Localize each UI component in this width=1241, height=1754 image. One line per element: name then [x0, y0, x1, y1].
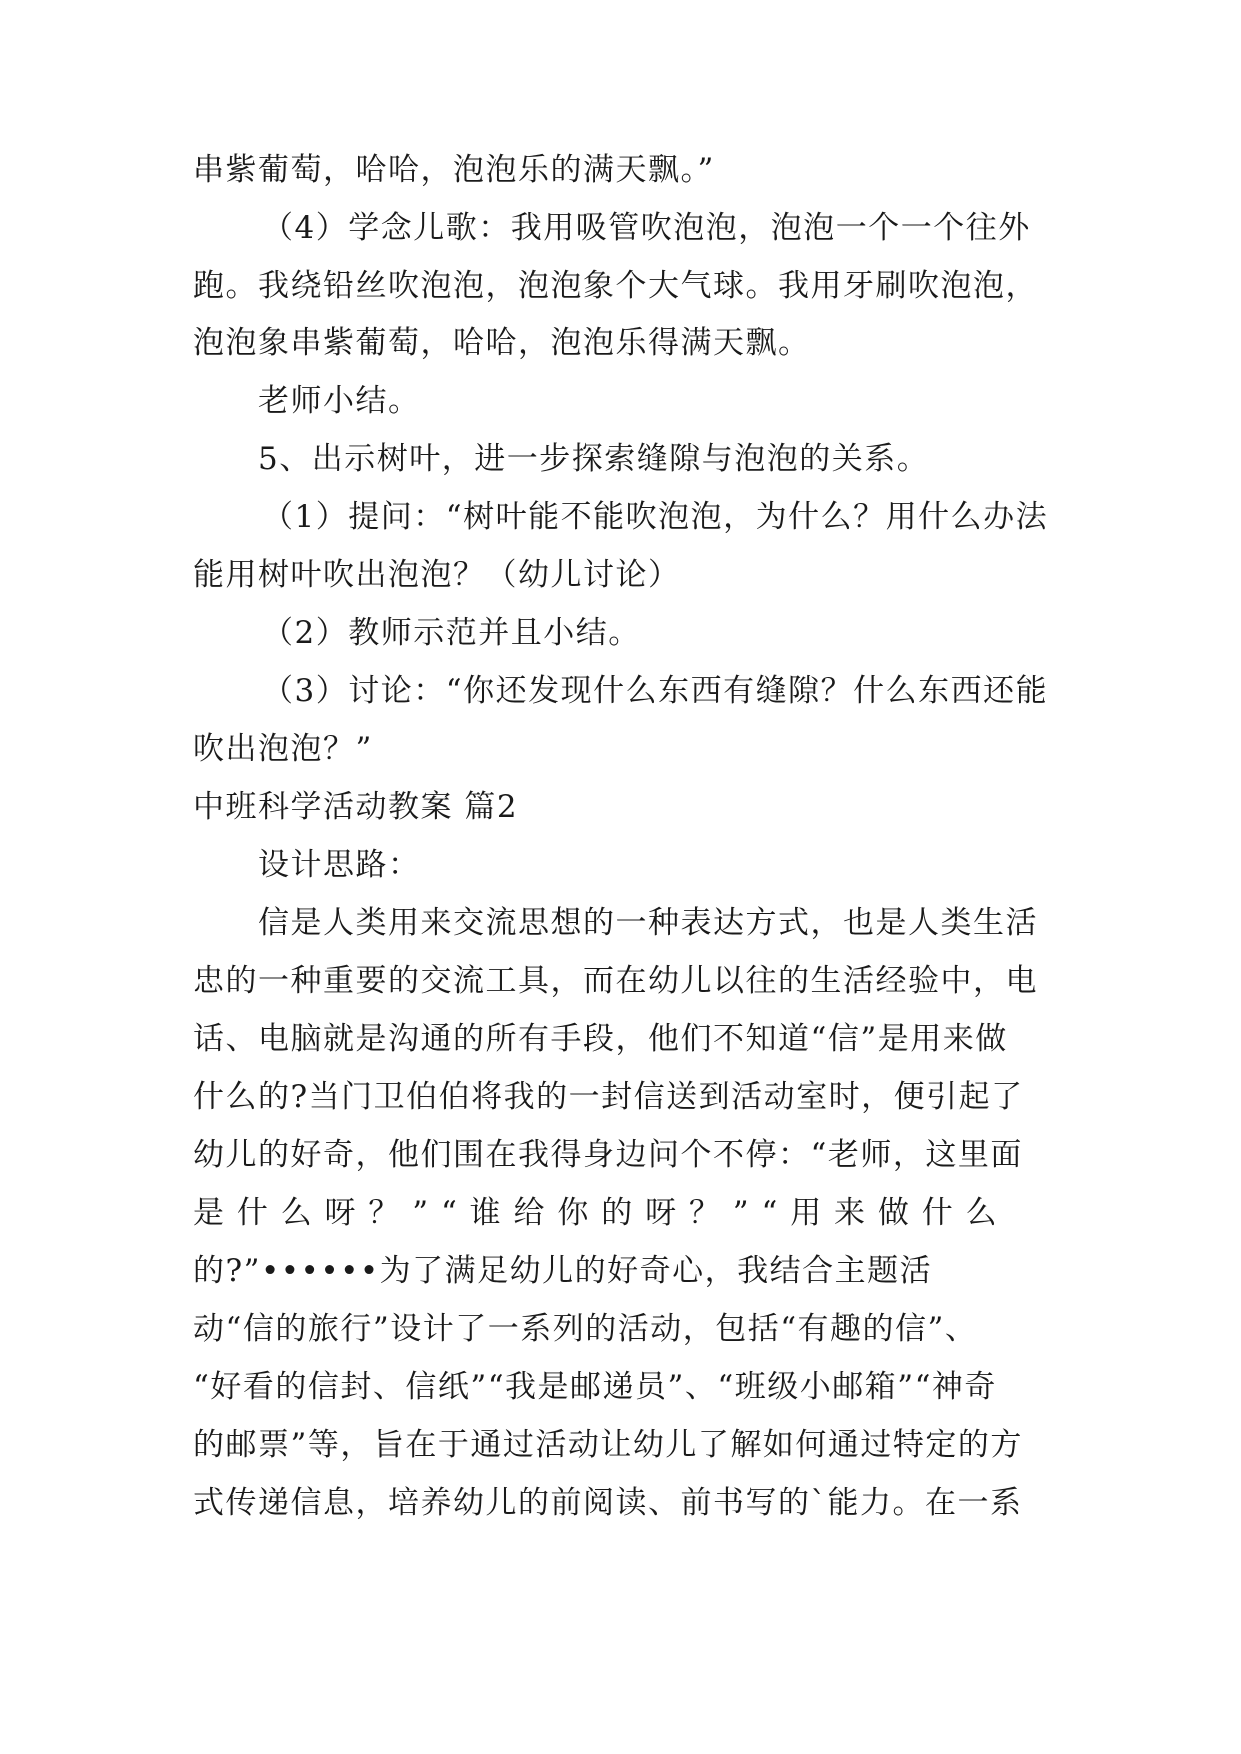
text-line: 的?”••••••为了满足幼儿的好奇心，我结合主题活	[193, 1253, 933, 1289]
text-line: （4）学念儿歌：我用吸管吹泡泡，泡泡一个一个往外	[262, 210, 1031, 246]
text-line: 吹出泡泡？”	[193, 731, 373, 767]
text-line: 是 什 么 呀 ？ ” “ 谁 给 你 的 呀 ？ ” “ 用 来 做 什 么	[193, 1195, 999, 1231]
text-line: 跑。我绕铅丝吹泡泡，泡泡象个大气球。我用牙刷吹泡泡，	[193, 268, 1038, 304]
section-heading: 中班科学活动教案 篇2	[193, 789, 519, 825]
text-line: “好看的信封、信纸”“我是邮递员”、“班级小邮箱”“神奇	[193, 1369, 997, 1405]
text-line: （1）提问：“树叶能不能吹泡泡，为什么？用什么办法	[262, 499, 1049, 535]
text-line: 动“信的旅行”设计了一系列的活动，包括“有趣的信”、	[193, 1311, 978, 1347]
text-line: 泡泡象串紫葡萄，哈哈，泡泡乐得满天飘。	[193, 325, 811, 361]
text-line: 什么的?当门卫伯伯将我的一封信送到活动室时，便引起了	[193, 1079, 1024, 1115]
text-line: 幼儿的好奇，他们围在我得身边问个不停：“老师，这里面	[193, 1137, 1023, 1173]
text-line: 5、出示树叶，进一步探索缝隙与泡泡的关系。	[258, 441, 930, 477]
text-line: 话、电脑就是沟通的所有手段，他们不知道“信”是用来做	[193, 1021, 1008, 1057]
text-line: 能用树叶吹出泡泡？（幼儿讨论）	[193, 557, 681, 593]
text-line: （3）讨论：“你还发现什么东西有缝隙？什么东西还能	[262, 673, 1049, 709]
text-line: 老师小结。	[258, 383, 421, 419]
text-line: 的邮票”等，旨在于通过活动让幼儿了解如何通过特定的方	[193, 1427, 1023, 1463]
text-line: （2）教师示范并且小结。	[262, 615, 641, 651]
text-line: 设计思路：	[258, 847, 421, 883]
text-line: 信是人类用来交流思想的一种表达方式，也是人类生活	[258, 905, 1038, 941]
text-line: 式传递信息，培养幼儿的前阅读、前书写的`能力。在一系	[193, 1485, 1023, 1521]
text-line: 串紫葡萄，哈哈，泡泡乐的满天飘。”	[193, 152, 715, 188]
text-line: 忠的一种重要的交流工具，而在幼儿以往的生活经验中，电	[193, 963, 1038, 999]
